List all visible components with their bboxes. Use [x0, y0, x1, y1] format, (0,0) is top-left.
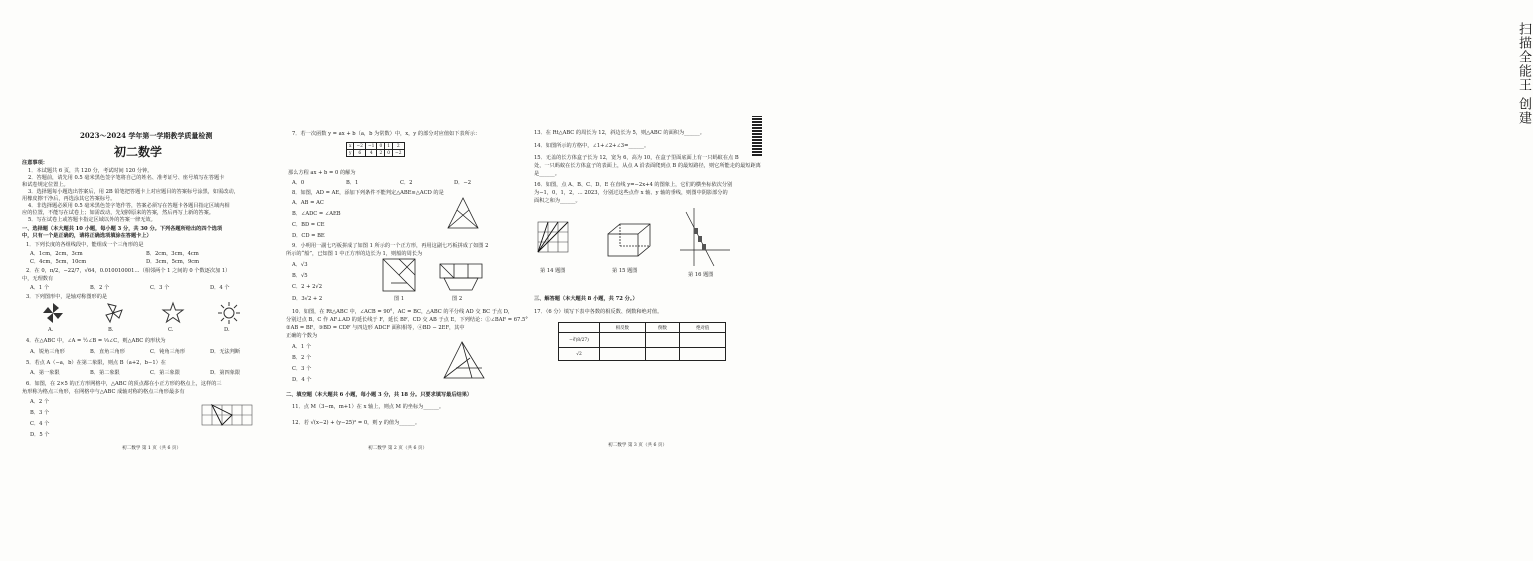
note-line: 用橡皮擦干净后，再选涂其它答案标号。	[22, 196, 116, 202]
question-16-cont: 为−1，0，1，2，… 2023，分别过这些点作 x 轴、y 轴的垂线，则图中阴影部分的	[534, 190, 728, 196]
question-12: 12．若 √(x−2) + (y−25)² = 0，则 y 的值为______。	[292, 420, 421, 426]
value-table	[346, 142, 405, 157]
option: B．√5	[292, 273, 308, 279]
question-10-cont: 分别过点 B、C 作 AF⊥AD 的延长线于 F，延长 BF、CD 交 AB 于点 E，下列结论：①∠BAF = 67.5°	[286, 317, 528, 323]
pinwheel-figure	[42, 302, 64, 324]
star-figure	[162, 302, 184, 324]
answer-cell[interactable]	[680, 333, 726, 348]
table-cell: y	[347, 150, 354, 157]
question-4: 4．在△ABC 中，∠A = ½∠B = ⅓∠C，则△ABC 的形状为	[26, 338, 166, 344]
table-cell: 2	[377, 150, 385, 157]
tangram-square-figure	[382, 258, 416, 292]
option: B．∠ADC = ∠AEB	[292, 211, 341, 217]
answer-cell[interactable]	[600, 348, 646, 361]
section-heading: 三、解答题（本大题共 8 小题，共 72 分。）	[534, 296, 638, 302]
qr-code-icon	[752, 116, 762, 156]
note-line: 5．写在试卷上或答题卡指定区域以外的答案一律无效。	[28, 217, 156, 223]
figure-label: A.	[48, 327, 54, 333]
option: D．4 个	[210, 285, 230, 291]
page-footer: 初二数学 第 1 页（共 6 页）	[122, 446, 182, 451]
option: B．第二象限	[90, 370, 120, 376]
answer-cell[interactable]	[645, 333, 680, 348]
option: A．√3	[292, 262, 308, 268]
question-7-cont: 那么方程 ax + b = 0 的解为	[288, 170, 356, 176]
question-11: 11．点 M（3−m，m+1）在 x 轴上，则点 M 的坐标为______。	[292, 404, 445, 410]
question-15-cont: 处，一只蚂蚁在长方体盒子的表面上，从点 A 沿表面爬到点 B 的最短路径，则它所能走的最短距离	[534, 163, 761, 169]
question-10-cont: ②AB = BF，③BD = CDF 与四边形 ADCF 面积相等，④BD − 2EF，其中	[286, 325, 465, 331]
exam-title: 2023～2024 学年第一学期教学质量检测	[80, 131, 213, 140]
note-line: 3．选择题每小题选出答案后，用 2B 铅笔把答题卡上对应题目的答案标号涂黑，如需改动，	[28, 189, 239, 195]
question-7: 7．若一次函数 y = ax + b（a，b 为常数）中，x，y 的部分对应值如下表所示：	[292, 131, 481, 137]
question-16-cont: 面积之和为______。	[534, 198, 581, 204]
option: C．3 个	[150, 285, 170, 291]
table-cell: x	[347, 143, 354, 150]
option: D．4 个	[292, 377, 312, 383]
option: B．2 个	[90, 285, 110, 291]
question-2: 2．在 0，π/2，−22/7，√64，0.010010001…（相邻两个 1 之间的 0 个数逐次加 1）	[26, 268, 231, 274]
table-row	[347, 143, 405, 150]
question-10-cont: 正确的个数为	[286, 333, 318, 339]
table-cell: 4	[365, 150, 376, 157]
table-row	[347, 150, 405, 157]
exam-page-3	[532, 0, 761, 561]
section-heading: 二、填空题（本大题共 6 小题，每小题 3 分，共 18 分。只要求填写最后结果）	[286, 392, 473, 398]
note-line: 应的位置，不能写在试卷上；如需改动，先划掉原来的答案，然后再写上新的答案。	[22, 210, 214, 216]
option: D．无法判断	[210, 349, 241, 355]
option: A．第一象限	[30, 370, 60, 376]
question-6-cont: 角形称为格点三角形，在网格中与△ABC 成轴对称的格点三角形最多有	[22, 389, 185, 395]
figure-label: 第 14 题图	[540, 268, 566, 274]
option: D．第四象限	[210, 370, 241, 376]
sun-figure	[218, 302, 240, 324]
question-15: 15．无盖的长方体盒子长为 12，宽为 6，高为 10，在盒子里面底面上有一只蚂蚁在点 B	[534, 155, 739, 161]
question-2-cont: 中，无理数有	[22, 276, 54, 282]
figure-label: C.	[168, 327, 174, 333]
section-heading: 中，只有一个是正确的，请将正确选项填涂在答题卡上）	[22, 233, 152, 239]
option: C．2	[400, 180, 413, 186]
notes-heading: 注意事项：	[22, 160, 48, 166]
option: A．AB = AC	[292, 200, 324, 206]
grid-angles-figure	[538, 222, 568, 252]
option: C．钝角三角形	[150, 349, 186, 355]
figure-label: B.	[108, 327, 114, 333]
option: B．2 个	[292, 355, 312, 361]
figure-label: D.	[224, 327, 230, 333]
table-cell: −1	[365, 143, 376, 150]
answer-cell[interactable]	[645, 348, 680, 361]
option: C．BD = CE	[292, 222, 325, 228]
option: A．2 个	[30, 399, 50, 405]
table-row	[559, 323, 726, 333]
table-cell: 0	[385, 150, 393, 157]
option: A．锐角三角形	[30, 349, 65, 355]
note-line: 和试卷规定位置上。	[22, 182, 69, 188]
option: B．直角三角形	[90, 349, 125, 355]
option: A．1cm，2cm，3cm	[30, 251, 83, 257]
table-header: 相反数	[600, 323, 646, 333]
triangle-figure	[446, 196, 480, 230]
option: C．4 个	[30, 421, 50, 427]
figure-label: 图 1	[394, 296, 405, 302]
question-14: 14．如图所示的方格中，∠1+∠2+∠3=______。	[534, 143, 650, 149]
question-16: 16．如图，点 A、B、C、D、E 在直线 y=−2x+4 的图象上，它们的横坐标依次分别	[534, 182, 733, 188]
note-line: 4．非选择题必须用 0.5 毫米黑色签字笔作答，答案必须写在答题卡各题目指定区域内相	[28, 203, 230, 209]
option: A．0	[292, 180, 305, 186]
question-15-cont: 是______。	[534, 171, 560, 177]
table-cell: 2	[393, 143, 404, 150]
subject-title: 初二数学	[114, 145, 163, 159]
windmill-figure	[102, 302, 124, 324]
option: C．4cm，5cm，10cm	[30, 259, 87, 265]
option: A．1 个	[30, 285, 50, 291]
table-cell: −∛(8/27)	[559, 333, 600, 348]
question-10: 10．如图，在 Rt△ABC 中，∠ACB = 90°，AC = BC，△ABC 的平分线 AD 交 BC 于点 D，	[292, 309, 514, 315]
table-cell: 1	[385, 143, 393, 150]
question-17: 17．（6 分）填写下表中各数的相反数、倒数和绝对值。	[534, 309, 663, 315]
watermark-text: 扫描全能王 创建	[1516, 22, 1531, 126]
table-cell: −2	[354, 143, 365, 150]
figure-label: 图 2	[452, 296, 463, 302]
page-footer: 初二数学 第 2 页（共 6 页）	[368, 446, 428, 451]
table-cell: √2	[559, 348, 600, 361]
table-header: 绝对值	[680, 323, 726, 333]
option: B．3 个	[30, 410, 50, 416]
note-line: 2．答题前，请先用 0.5 毫米黑色签字笔将自己的姓名、准考证号、座号填写在答题卡	[28, 175, 225, 181]
question-3: 3．下列图形中，是轴对称图形的是	[26, 294, 108, 300]
option: D．5 个	[30, 432, 50, 438]
answer-cell[interactable]	[680, 348, 726, 361]
question-13: 13．在 Rt△ABC 的周长为 12，斜边长为 5，则△ABC 的面积为______。	[534, 130, 705, 136]
option: B．1	[346, 180, 359, 186]
exam-page-2	[282, 0, 528, 561]
note-line: 1．本试题共 6 页，共 120 分，考试时间 120 分钟。	[28, 168, 153, 174]
question-8: 8．如图，AD = AE，添加下列条件不能判定△ABE≌△ACD 的是	[292, 190, 444, 196]
option: A．1 个	[292, 344, 312, 350]
answer-cell[interactable]	[600, 333, 646, 348]
grid-figure	[202, 404, 252, 426]
table-header	[559, 323, 600, 333]
figure-label: 第 15 题图	[612, 268, 638, 274]
question-9: 9．小明用一副七巧板拼成了如图 1 所示的一个正方形，再用这副七巧板拼成了如图 2	[292, 243, 489, 249]
option: C．第三象限	[150, 370, 180, 376]
option: C．3 个	[292, 366, 312, 372]
option: D．3√2 + 2	[292, 296, 323, 302]
table-row	[559, 348, 726, 361]
table-row	[559, 333, 726, 348]
figure-label: 第 16 题图	[688, 272, 714, 278]
option: B．2cm，3cm，4cm	[146, 251, 199, 257]
question-5: 5．若点 A（−a，b）在第二象限，则点 B（a+2，b−1）在	[26, 360, 166, 366]
option: D．−2	[454, 180, 471, 186]
tangram-boat-figure	[438, 262, 484, 292]
table-header: 倒数	[645, 323, 680, 333]
table-cell: 0	[377, 143, 385, 150]
question-6: 6．如图，在 2×5 的正方形网格中，△ABC 的顶点都在小正方形的格点上，这样的三	[26, 381, 222, 387]
coordinate-line-figure	[680, 208, 730, 268]
right-triangle-figure	[442, 340, 488, 382]
answer-table	[558, 322, 726, 361]
table-cell: −2	[393, 150, 404, 157]
option: C．2 + 2√2	[292, 284, 323, 290]
question-9-cont: 所示的“船”，已知图 1 中正方形的边长为 1，则船的周长为	[286, 251, 423, 257]
option: D．3cm，5cm，9cm	[146, 259, 200, 265]
table-cell: 6	[354, 150, 365, 157]
exam-page-1	[22, 0, 270, 561]
question-1: 1．下列长度的各组线段中，能组成一个三角形的是	[26, 242, 144, 248]
page-footer: 初二数学 第 3 页（共 6 页）	[608, 443, 668, 448]
section-heading: 一、选择题（本大题共 10 小题，每小题 3 分，共 30 分。下列各题所给出的四个选项	[22, 226, 223, 232]
option: D．CD = BE	[292, 233, 325, 239]
box-figure	[606, 222, 652, 258]
